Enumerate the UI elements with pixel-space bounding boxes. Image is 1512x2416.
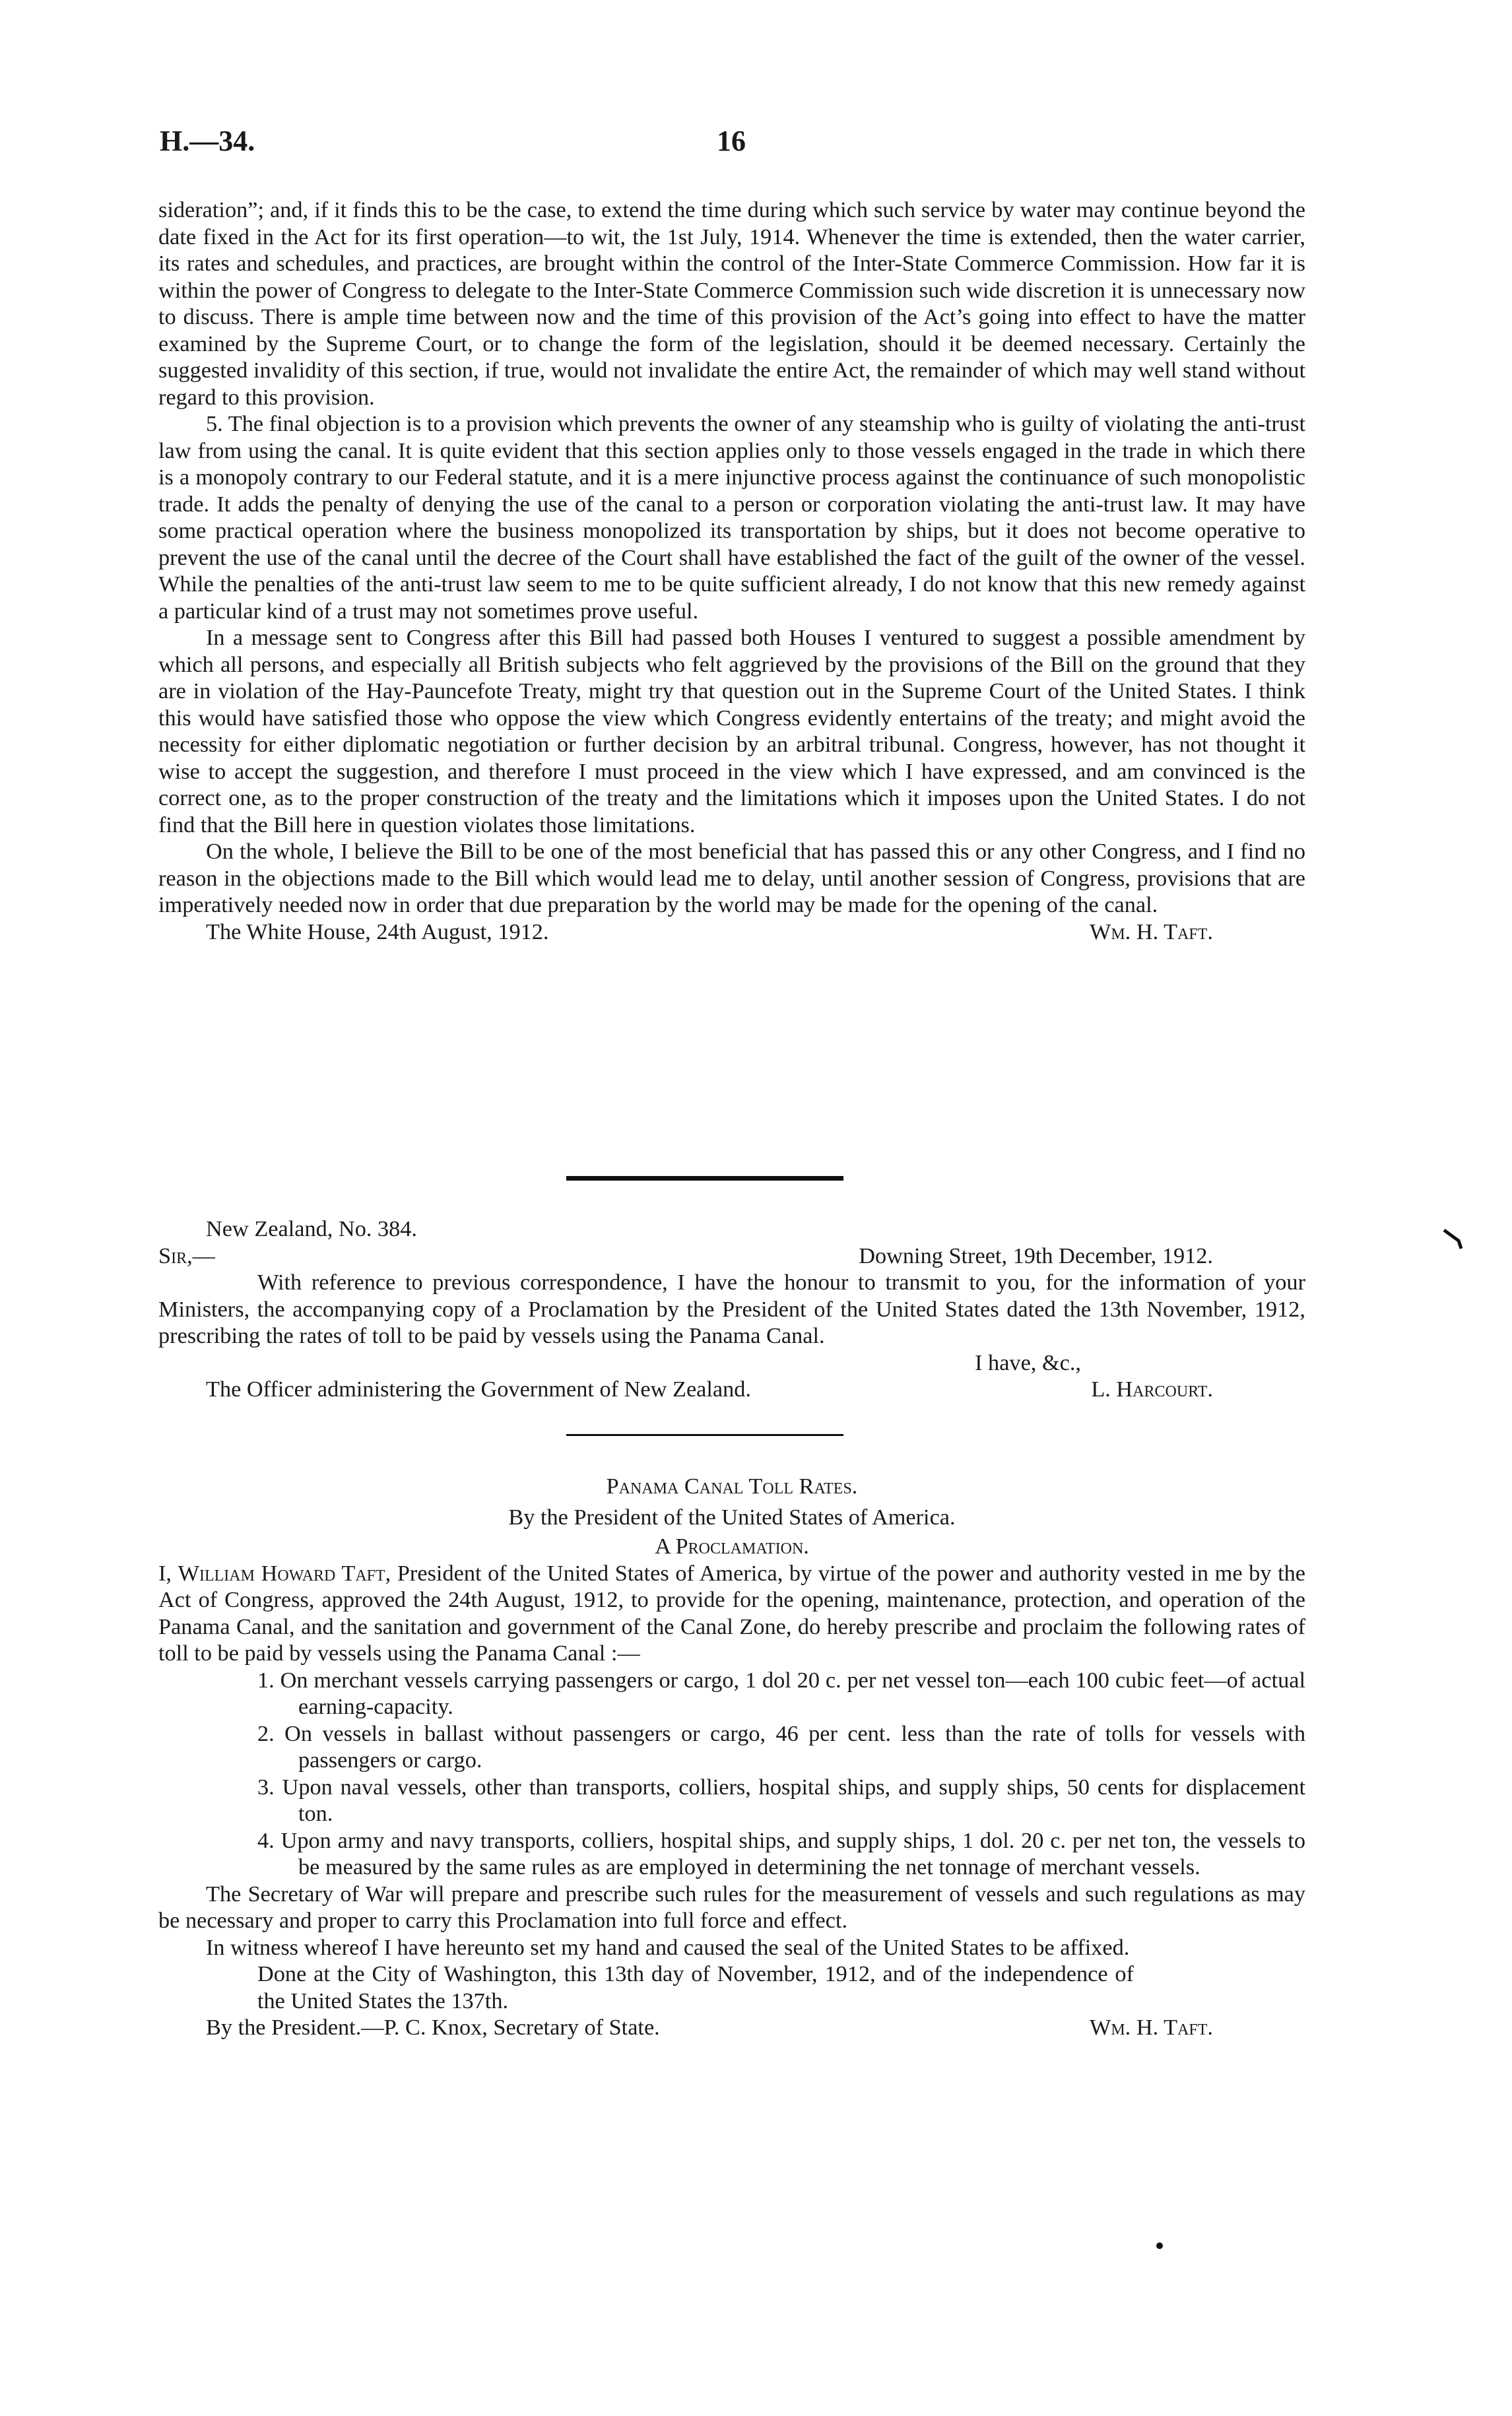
proclamation-intro-text: , President of the United States of America, by virtue of the power and authority vested in me by the Act of Congress, approved the 24th August, 1912, to provide for the opening, maintenance, protection, and operation of the Panama Canal, and the sanitation and government of the Canal Zone, do hereby prescribe and proclaim the following rates of toll to be paid by vessels using the Panama Canal :—	[158, 1560, 1305, 1666]
taft-signature-line	[158, 919, 1305, 946]
proclamation-president-name: William Howard Taft	[178, 1560, 385, 1586]
dispatch-salutation: Sir,—	[158, 1243, 215, 1268]
proclamation-by-president: By the President.—P. C. Knox, Secretary of State.	[206, 2015, 660, 2040]
dispatch-salutation-line	[158, 1243, 1305, 1270]
taft-para-2: 5. The final objection is to a provision which prevents the owner of any steamship who is guilty of violating the anti-trust law from using the canal. It is quite evident that this section applies only to those vessels engaged in the trade in which there is a monopoly contrary to our Federal statute, and it is a mere injunctive process against the continuance of such monopolistic trade. It adds the penalty of denying the use of the canal to a person or corporation violating the anti-trust law. It may have some practical operation where the business monopolized its transportation by ships, but it does not become operative to prevent the use of the canal until the decree of the Court shall have established the fact of the guilt of the owner of the vessel. While the penalties of the anti-trust law seem to me to be quite sufficient already, I do not know that this new remedy against a particular kind of a trust may not sometimes prove useful.	[158, 411, 1305, 624]
dispatch-body: With reference to previous correspondence, I have the honour to transmit to you, for the information of your Ministers, the accompanying copy of a Proclamation by the President of the United States dated the 13th November, 1912, prescribing the rates of toll to be paid by vessels using the Panama Canal.	[158, 1270, 1305, 1348]
toll-rate-item: 2. On vessels in ballast without passengers or cargo, 46 per cent. less than the rate of tolls for vessels with passengers or cargo.	[257, 1720, 1305, 1773]
proclamation-signature: Wm. H. Taft.	[1089, 2015, 1213, 2040]
proclamation-done-para: Done at the City of Washington, this 13th day of November, 1912, and of the independence of the United States the 137th.	[257, 1961, 1134, 2013]
document-reference: H.—34.	[160, 125, 255, 157]
proclamation	[158, 1473, 1305, 2041]
taft-para-3: In a message sent to Congress after this Bill had passed both Houses I ventured to suggest a possible amendment by which all persons, and especially all British subjects who felt aggrieved by the provisions of the Bill on the ground that they are in violation of the Hay-Pauncefote Treaty, might try that question out in the Supreme Court of the United States. I think this would have satisfied those who oppose the view which Congress evidently entertains of the treaty; and might avoid the necessity for either diplomatic negotiation or further decision by an arbitral tribunal. Congress, however, has not thought it wise to accept the suggestion, and therefore I must proceed in the view which I have expressed, and am convinced is the correct one, as to the proper construction of the treaty and the limitations which it imposes upon the United States. I do not find that the Bill here in question violates those limitations.	[158, 625, 1305, 837]
toll-rate-item: 3. Upon naval vessels, other than transports, colliers, hospital ships, and supply ships, 50 cents for displacement ton.	[257, 1774, 1305, 1826]
page-number: 16	[717, 125, 746, 157]
dispatch-addressee: The Officer administering the Government of New Zealand.	[206, 1377, 752, 1402]
taft-para-1: sideration”; and, if it finds this to be the case, to extend the time during which such service by water may continue beyond the date fixed in the Act for its first operation—to wit, the 1st July, 1914. Whenever the time is extended, then the water carrier, its rates and schedules, and practices, are brought within the control of the Inter-State Commerce Commission. How far it is within the power of Congress to delegate to the Inter-State Commerce Commission such wide discretion it is unnecessary now to discuss. There is ample time between now and the time of this provision of the Act’s going into effect to have the matter examined by the Supreme Court, or to change the form of the legislation, should it be deemed necessary. Certainly the suggested invalidity of this section, if true, would not invalidate the entire Act, the remainder of which may well stand without regard to this provision.	[158, 197, 1305, 410]
proclamation-intro-pre: I,	[158, 1560, 178, 1586]
taft-letter	[158, 197, 1305, 945]
proclamation-intro	[158, 1560, 1305, 1667]
dispatch-number: New Zealand, No. 384.	[206, 1216, 418, 1241]
taft-signature: Wm. H. Taft.	[1089, 919, 1213, 944]
dispatch-signature-line	[158, 1376, 1305, 1403]
proclamation-title: Panama Canal Toll Rates.	[606, 1474, 858, 1499]
section-divider-thin	[566, 1434, 843, 1436]
dispatch-closing: I have, &c.,	[975, 1350, 1081, 1375]
taft-para-4: On the whole, I believe the Bill to be one of the most beneficial that has passed this or any other Congress, and I find no reason in the objections made to the Bill which would lead me to delay, until another session of Congress, provisions that are imperatively needed now in order that due preparation by the world may be made for the opening of the canal.	[158, 839, 1305, 917]
margin-mark-icon	[1443, 1226, 1464, 1250]
taft-place-date: The White House, 24th August, 1912.	[206, 919, 549, 944]
ink-dot-icon	[1156, 2242, 1163, 2249]
dispatch-signature: L. Harcourt.	[1091, 1377, 1213, 1402]
toll-rate-item: 4. Upon army and navy transports, colliers, hospital ships, and supply ships, 1 dol. 20 c. per net ton, the vessels to be measured by the same rules as are employed in determining the net tonnage of merchant vessels.	[257, 1827, 1305, 1879]
proclamation-signature-line	[158, 2014, 1305, 2041]
dispatch-address-date: Downing Street, 19th December, 1912.	[859, 1243, 1213, 1268]
toll-rate-item: 1. On merchant vessels carrying passengers or cargo, 1 dol 20 c. per net vessel ton—each 100 cubic feet—of actual earning-capacity.	[257, 1667, 1305, 1719]
toll-rates-list	[158, 1667, 1305, 1881]
proclamation-heading: A Proclamation.	[655, 1534, 809, 1559]
dispatch	[158, 1216, 1305, 1403]
proclamation-subtitle: By the President of the United States of America.	[508, 1504, 956, 1530]
proclamation-secretary-para: The Secretary of War will prepare and prescribe such rules for the measurement of vessels and such regulations as may be necessary and proper to carry this Proclamation into full force and effect.	[158, 1881, 1305, 1933]
section-divider-thick	[566, 1176, 843, 1181]
proclamation-witness-para: In witness whereof I have hereunto set my hand and caused the seal of the United States to be affixed.	[206, 1934, 1130, 1960]
